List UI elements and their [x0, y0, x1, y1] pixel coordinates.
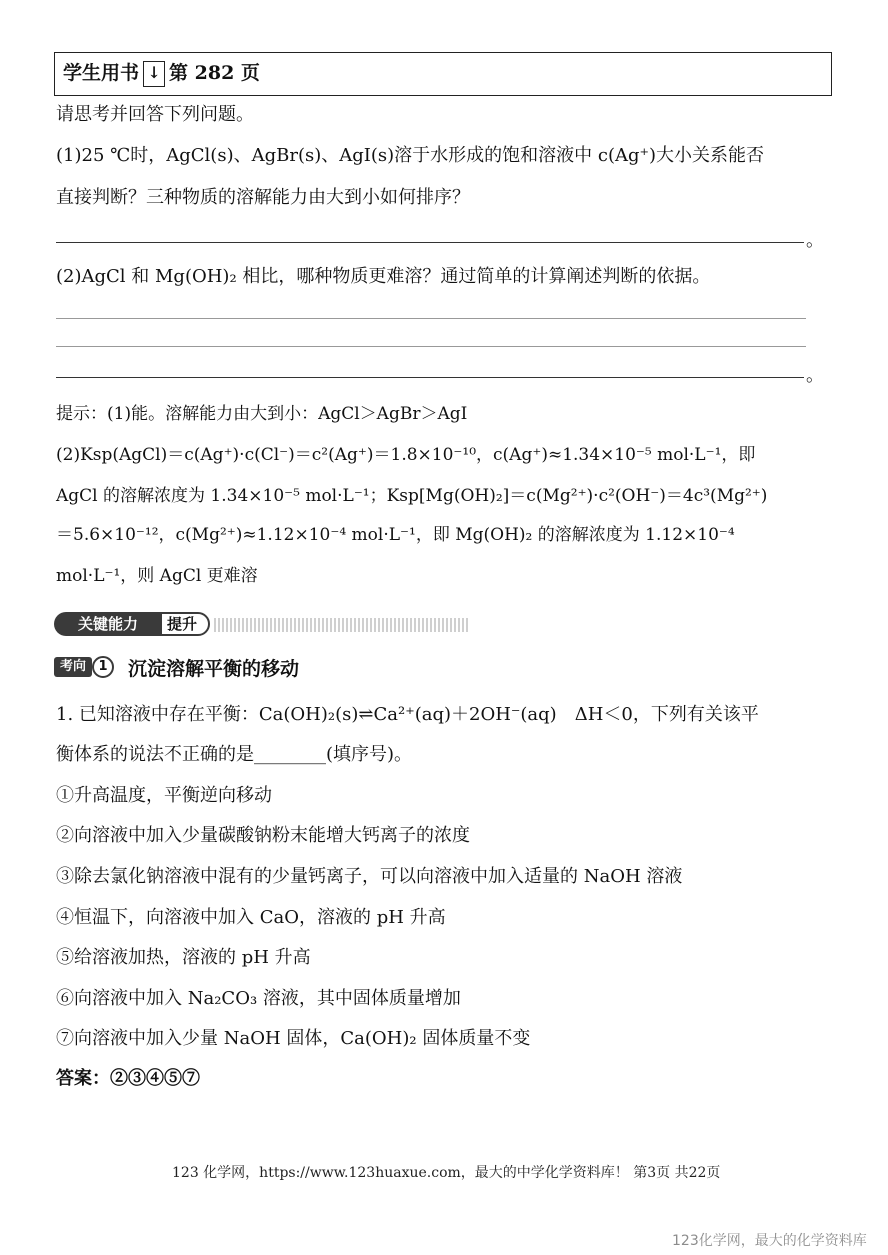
- banner-tag-light: 提升: [154, 612, 210, 636]
- exercise-option: ⑥向溶液中加入 Na₂CO₃ 溶液，其中固体质量增加: [56, 988, 461, 1009]
- topic-heading: [54, 656, 299, 678]
- answer-line: [56, 318, 806, 319]
- exercise-option: ①升高温度，平衡逆向移动: [56, 785, 272, 806]
- answer-line: [56, 377, 804, 378]
- exercise-option: ③除去氯化钠溶液中混有的少量钙离子，可以向溶液中加入适量的 NaOH 溶液: [56, 866, 683, 887]
- exercise-option: ②向溶液中加入少量碳酸钠粉末能增大钙离子的浓度: [56, 825, 470, 846]
- topic-title: 沉淀溶解平衡的移动: [128, 657, 300, 680]
- exercise-option: ④恒温下，向溶液中加入 CaO，溶液的 pH 升高: [56, 907, 446, 928]
- book-reference-box: [54, 52, 832, 96]
- answer-line: [56, 242, 804, 243]
- question-1-line-1: (1)25 ℃时，AgCl(s)、AgBr(s)、AgI(s)溶于水形成的饱和溶液中 c(Ag⁺)大小关系能否: [56, 145, 765, 166]
- answer-line-period: 。: [806, 230, 824, 251]
- banner-tag-dark: 关键能力: [54, 612, 162, 636]
- hint-line-5: mol·L⁻¹，则 AgCl 更难溶: [56, 566, 258, 586]
- hint-line-4: ＝5.6×10⁻¹²，c(Mg²⁺)≈1.12×10⁻⁴ mol·L⁻¹，即 Mg(OH)₂ 的溶解浓度为 1.12×10⁻⁴: [56, 525, 735, 545]
- book-reference-label: 学生用书: [63, 62, 140, 84]
- exercise-answer: 答案：②③④⑤⑦: [56, 1068, 200, 1089]
- question-2-line-1: (2)AgCl 和 Mg(OH)₂ 相比，哪种物质更难溶？通过简单的计算阐述判断的依据。: [56, 266, 711, 287]
- book-reference-page: 第 282 页: [169, 62, 260, 84]
- watermark-text: 123化学网，最大的化学资料库: [672, 1233, 867, 1249]
- page-footer: 123 化学网，https://www.123huaxue.com，最大的中学化学资料库！ 第3页 共22页: [172, 1165, 721, 1181]
- answer-line-period: 。: [806, 365, 824, 386]
- topic-number: 1: [92, 656, 114, 678]
- exercise-line-2: 衡体系的说法不正确的是________(填序号)。: [56, 744, 413, 765]
- hint-line-1: 提示：(1)能。溶解能力由大到小：AgCl＞AgBr＞AgI: [56, 404, 468, 424]
- answer-line: [56, 346, 806, 347]
- exercise-option: ⑦向溶液中加入少量 NaOH 固体，Ca(OH)₂ 固体质量不变: [56, 1028, 531, 1049]
- exercise-option: ⑤给溶液加热，溶液的 pH 升高: [56, 947, 311, 968]
- topic-tag: 考向: [54, 657, 92, 677]
- hint-line-3: AgCl 的溶解浓度为 1.34×10⁻⁵ mol·L⁻¹；Ksp[Mg(OH)₂]＝c(Mg²⁺)·c²(OH⁻)＝4c³(Mg²⁺): [56, 486, 768, 506]
- exercise-line-1: 1. 已知溶液中存在平衡：Ca(OH)₂(s)⇌Ca²⁺(aq)＋2OH⁻(aq) ΔH＜0，下列有关该平: [56, 704, 759, 725]
- intro-text: 请思考并回答下列问题。: [56, 104, 254, 125]
- down-arrow-icon: ↓: [143, 61, 165, 87]
- section-banner: [54, 612, 414, 636]
- question-1-line-2: 直接判断？三种物质的溶解能力由大到小如何排序？: [56, 187, 470, 208]
- hint-line-2: (2)Ksp(AgCl)＝c(Ag⁺)·c(Cl⁻)＝c²(Ag⁺)＝1.8×10⁻¹⁰，c(Ag⁺)≈1.34×10⁻⁵ mol·L⁻¹，即: [56, 445, 756, 465]
- banner-stripes: [214, 618, 468, 632]
